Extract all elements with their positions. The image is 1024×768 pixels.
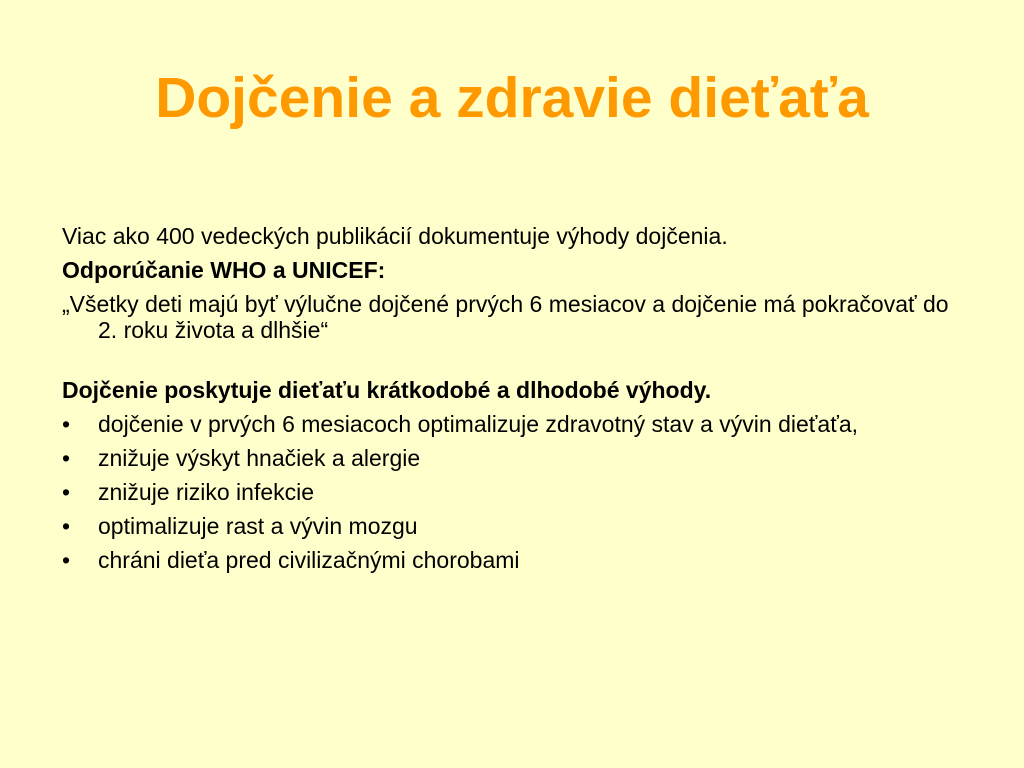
bullet-icon: •	[62, 445, 71, 471]
bullet-icon: •	[62, 547, 71, 573]
list-item-text: optimalizuje rast a vývin mozgu	[98, 513, 418, 539]
list-item	[62, 547, 962, 573]
bullet-icon: •	[62, 513, 71, 539]
list-item-text: znižuje výskyt hnačiek a alergie	[98, 445, 421, 471]
slide-title: Dojčenie a zdravie dieťaťa	[155, 66, 869, 130]
list-item-text: dojčenie v prvých 6 mesiacoch optimalizuje zdravotný stav a vývin dieťaťa,	[98, 411, 858, 437]
list-item-text: znižuje riziko infekcie	[98, 479, 315, 505]
paragraph-spacer	[62, 351, 962, 377]
list-item	[62, 445, 962, 471]
recommendation-quote: „Všetky deti majú byť výlučne dojčené prvých 6 mesiacov a dojčenie má pokračovať do 2. roku života a dlhšie“	[62, 291, 949, 343]
recommendation-heading: Odporúčanie WHO a UNICEF:	[62, 257, 386, 283]
list-item-text: chráni dieťa pred civilizačnými chorobami	[98, 547, 520, 573]
list-item	[62, 479, 962, 505]
list-item	[62, 411, 962, 437]
benefits-heading: Dojčenie poskytuje dieťaťu krátkodobé a dlhodobé výhody.	[62, 377, 712, 403]
bullet-icon: •	[62, 479, 71, 505]
bullet-icon: •	[62, 411, 71, 437]
slide-body	[62, 223, 962, 581]
intro-text: Viac ako 400 vedeckých publikácií dokumentuje výhody dojčenia.	[62, 223, 728, 249]
list-item	[62, 513, 962, 539]
benefits-list	[62, 411, 962, 573]
